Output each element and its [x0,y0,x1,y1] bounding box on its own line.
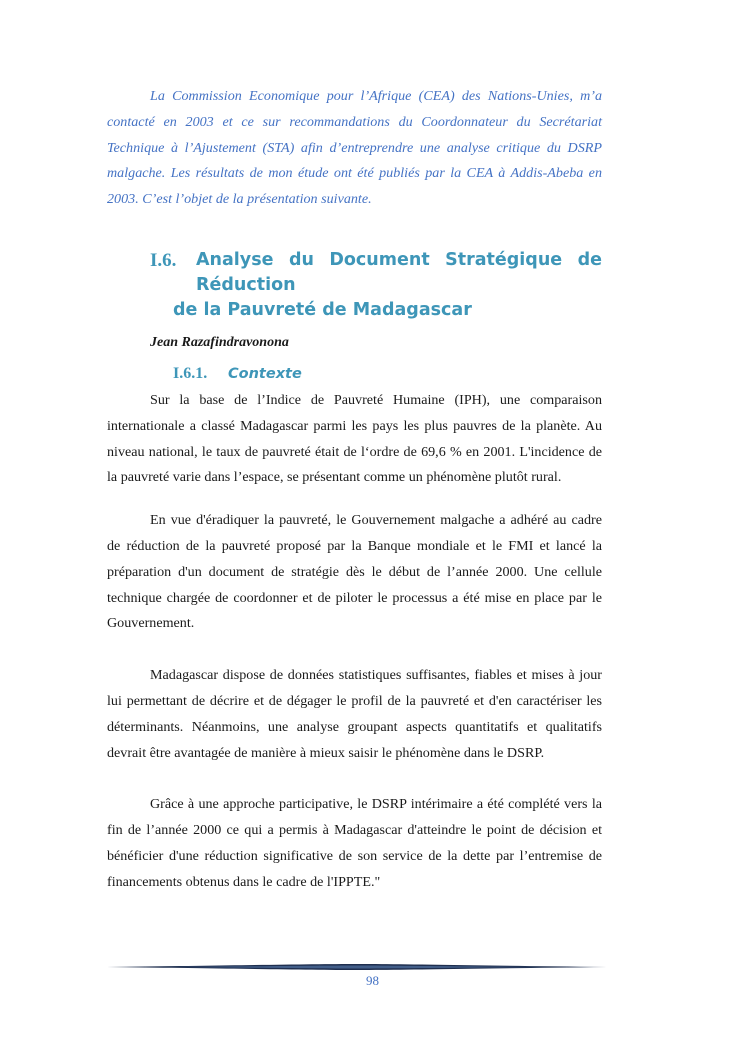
paragraph-spacer [107,766,602,792]
body-paragraph-4: Grâce à une approche participative, le DSRP intérimaire a été complété vers la fin de l’année 2000 ce qui a permis à Madagascar d'atteindre le point de décision et bénéficier d'une réduction significative de son service de la dette par l’entremise de financements obtenus dans le cadre de l'IPPTE." [107,796,602,890]
body-paragraph-2: En vue d'éradiquer la pauvreté, le Gouvernement malgache a adhéré au cadre de réduction de la pauvreté proposé par la Banque mondiale et le FMI et lancé la préparation d'un document de stratégie dès le début de l’année 2000. Une cellule technique chargée de coordonner et de piloter le processus a été mise en place par le Gouvernement. [107,512,602,632]
document-page [107,84,602,896]
section-title-line1: Analyse du Document Stratégique de Réduction [196,249,602,295]
subsection-title: Contexte [228,365,302,382]
page-number: 98 [366,973,379,988]
section-heading [150,248,602,323]
section-title [173,248,602,323]
author-name: Jean Razafindravonona [150,334,289,350]
subsection-number: I.6.1. [173,364,208,382]
section-title-line2: de la Pauvreté de Madagascar [173,299,472,320]
section-number: I.6. [150,249,177,271]
footer-divider [107,962,607,972]
paragraph-spacer [107,491,602,508]
subsection-heading [173,365,602,383]
paragraph-spacer [107,637,602,663]
body-paragraph-1: Sur la base de l’Indice de Pauvreté Humaine (IPH), une comparaison internationale a classé Madagascar parmi les pays les plus pauvres de la planète. Au niveau national, le taux de pauvreté était de l‘ordre de 69,6 % en 2001. L'incidence de la pauvreté varie dans l’espace, se présentant comme un phénomène plutôt rural. [107,391,602,486]
intro-block [107,84,602,213]
body-paragraph-3: Madagascar dispose de données statistiques suffisantes, fiables et mises à jour lui permettant de décrire et de dégager le profil de la pauvreté et d'en caractériser les déterminants. Néanmoins, une analyse groupant aspects quantitatifs et qualitatifs devrait être avantagée de manière à mieux saisir le phénomène dans le DSRP. [107,667,602,761]
intro-paragraph: La Commission Economique pour l’Afrique (CEA) des Nations-Unies, m’a contacté en 2003 et ce sur recommandations du Coordonnateur du Secrétariat Technique à l’Ajustement (STA) afin d’entreprendre une analyse critique du DSRP malgache. Les résultats de mon étude ont été publiés par la CEA à Addis-Abeba en 2003. C’est l’objet de la présentation suivante. [107,88,602,208]
